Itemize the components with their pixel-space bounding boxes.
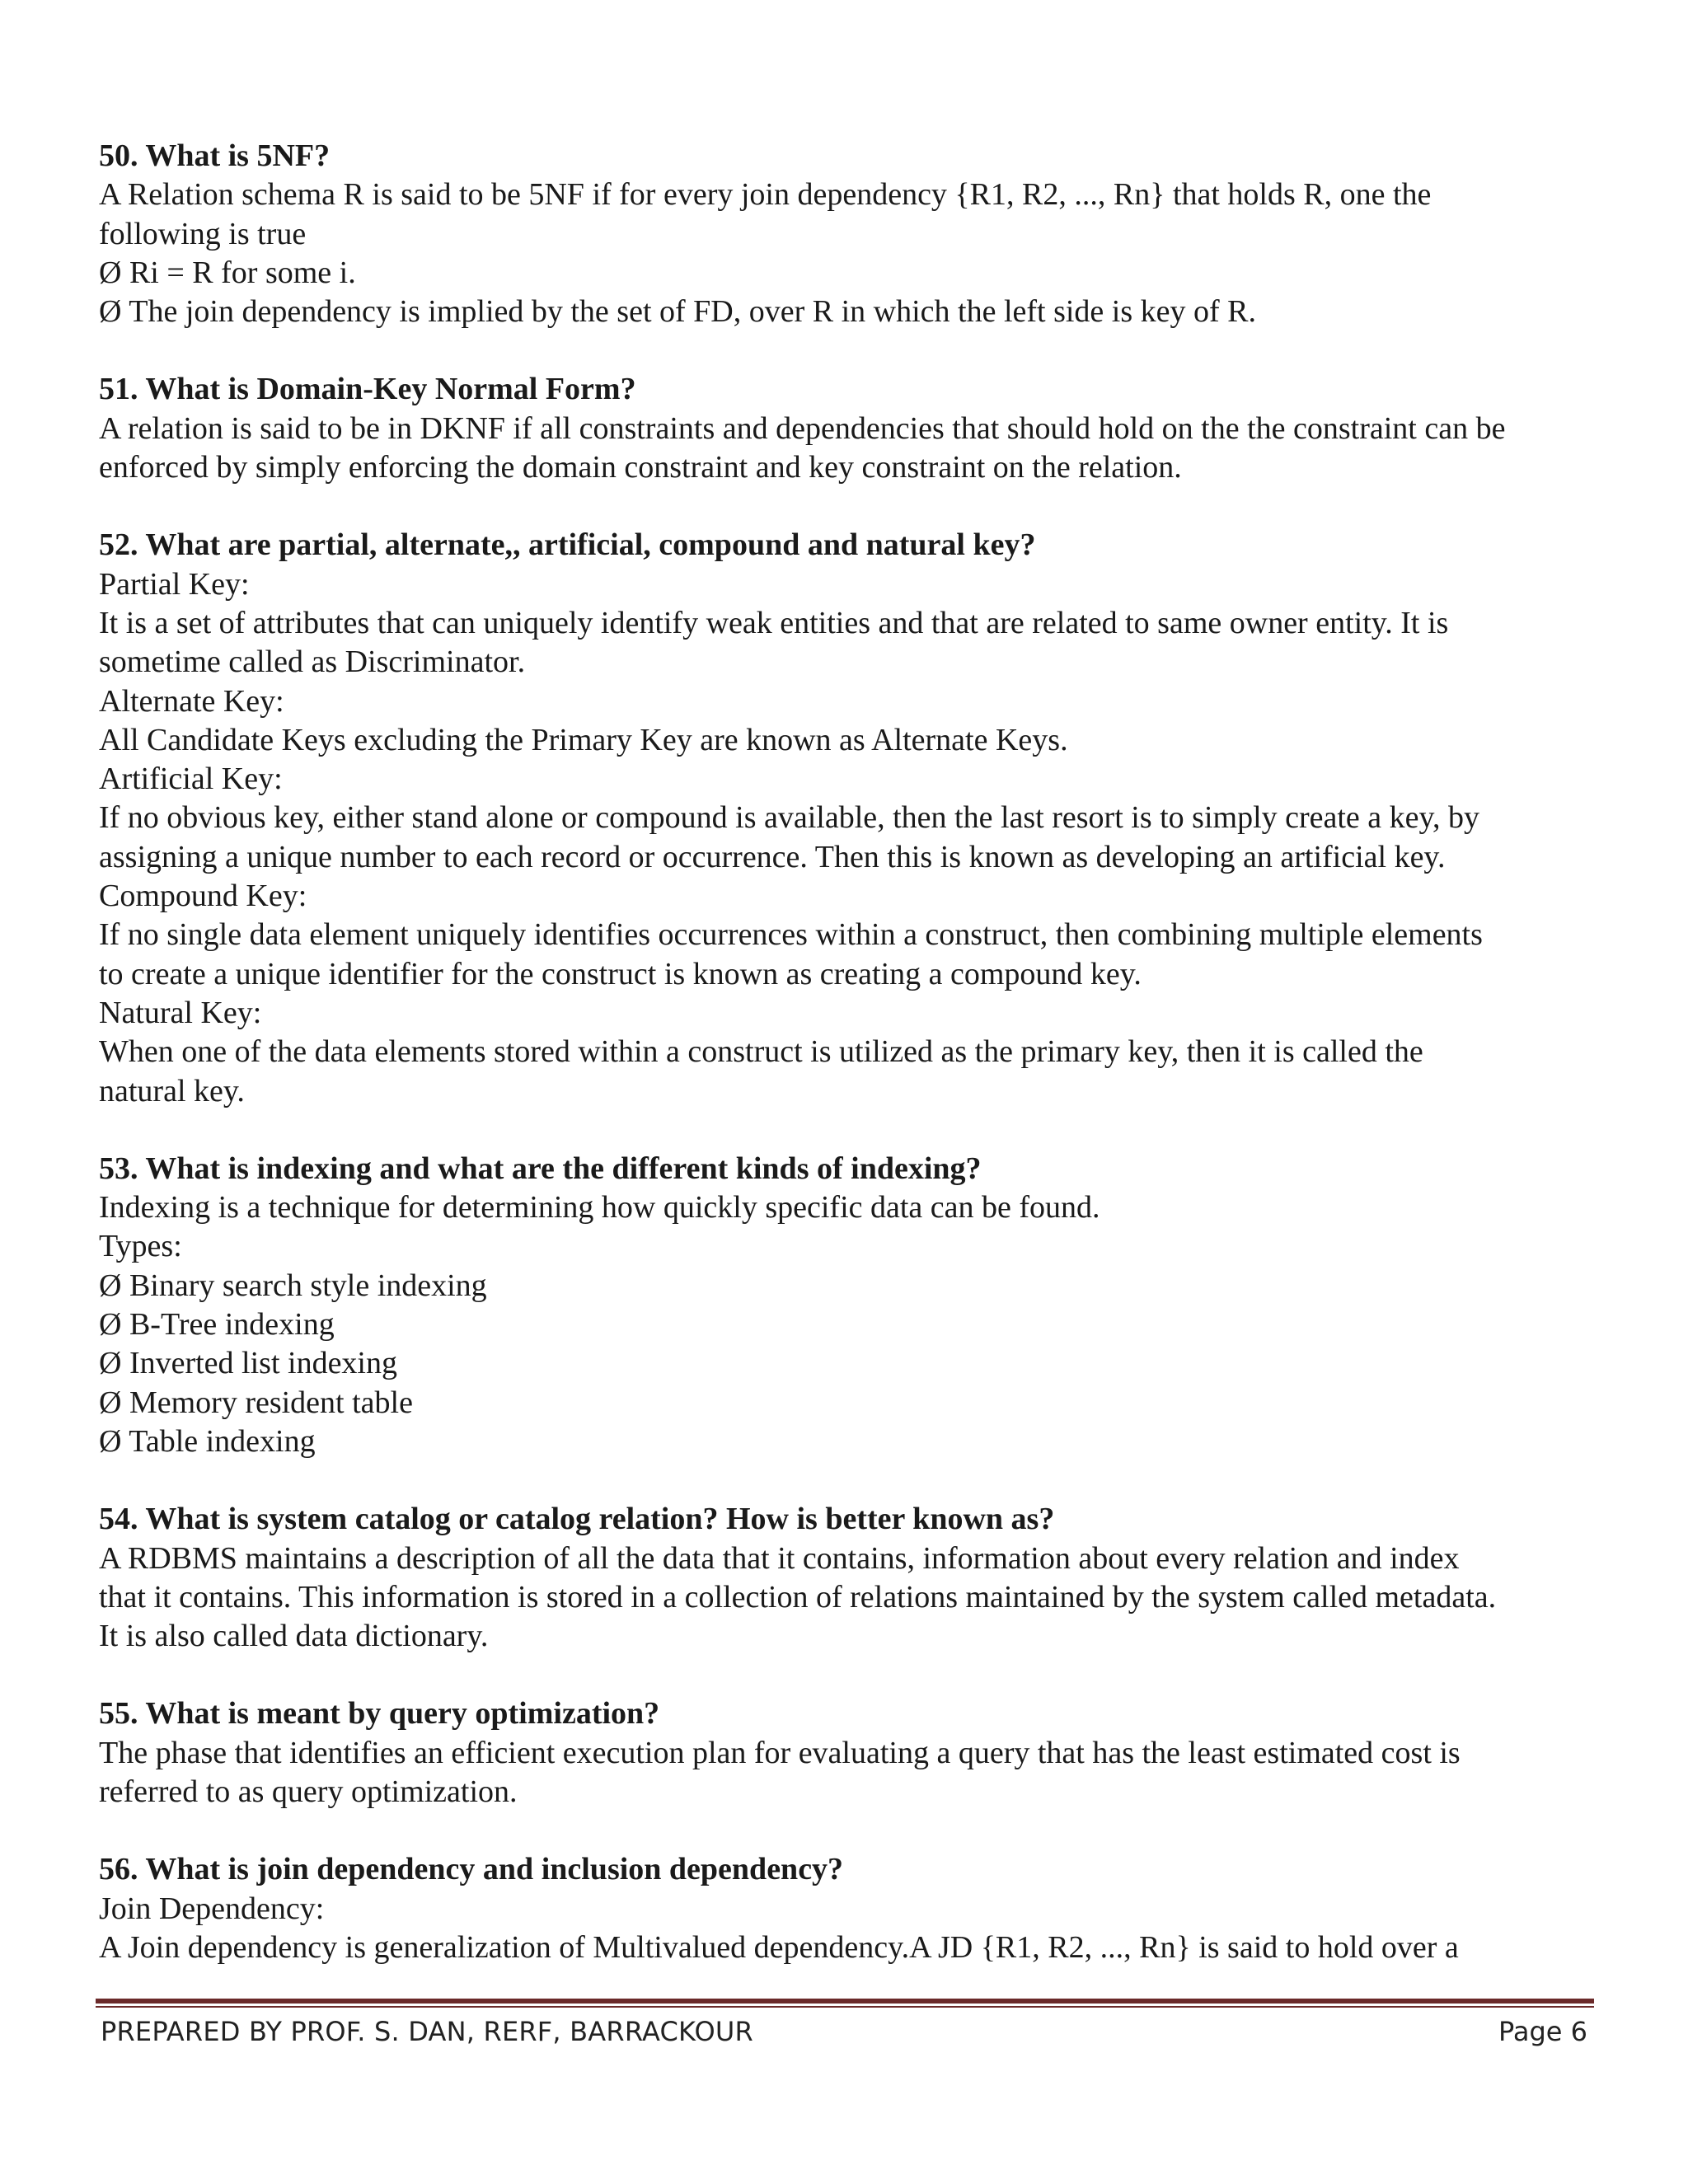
- footer-author: PREPARED BY PROF. S. DAN, RERF, BARRACKOUR: [101, 2016, 753, 2047]
- qa-section: [99, 526, 1591, 1110]
- bullet-item: Ø Binary search style indexing: [99, 1267, 1591, 1305]
- bullet-item: Ø Memory resident table: [99, 1384, 1591, 1422]
- answer-line: It is also called data dictionary.: [99, 1619, 489, 1654]
- qa-section: [99, 137, 1591, 331]
- answer-line: Natural Key:: [99, 995, 262, 1030]
- qa-section: [99, 1500, 1591, 1656]
- answer-line: Compound Key:: [99, 879, 307, 914]
- question-heading: 52. What are partial, alternate,, artificial, compound and natural key?: [99, 527, 1036, 563]
- answer-line: assigning a unique number to each record or occurrence. Then this is known as developing an artificial key.: [99, 839, 1446, 874]
- answer-line: A Relation schema R is said to be 5NF if for every join dependency {R1, R2, ..., Rn} that holds R, one the: [99, 177, 1432, 213]
- bullet-item: Ø Inverted list indexing: [99, 1344, 1591, 1383]
- footer-rule: [96, 1999, 1594, 2004]
- answer-line: Partial Key:: [99, 566, 250, 602]
- question-heading: 51. What is Domain-Key Normal Form?: [99, 372, 636, 407]
- answer-line: If no single data element uniquely identifies occurrences within a construct, then combining multiple elements: [99, 917, 1483, 953]
- answer-line: All Candidate Keys excluding the Primary Key are known as Alternate Keys.: [99, 722, 1068, 757]
- question-heading: 53. What is indexing and what are the different kinds of indexing?: [99, 1151, 982, 1186]
- bullet-item: Ø B-Tree indexing: [99, 1305, 1591, 1344]
- question-heading: 55. What is meant by query optimization?: [99, 1696, 660, 1732]
- answer-line: Types:: [99, 1229, 182, 1264]
- answer-line: The phase that identifies an efficient execution plan for evaluating a query that has the least estimated cost is: [99, 1735, 1461, 1770]
- answer-line: Alternate Key:: [99, 683, 284, 719]
- bullet-item: Ø Table indexing: [99, 1422, 1591, 1461]
- question-heading: 56. What is join dependency and inclusion dependency?: [99, 1852, 844, 1887]
- answer-line: Join Dependency:: [99, 1891, 325, 1926]
- answer-line: If no obvious key, either stand alone or compound is available, then the last resort is to simply create a key, by: [99, 800, 1480, 836]
- qa-section: [99, 1694, 1591, 1811]
- answer-line: enforced by simply enforcing the domain constraint and key constraint on the relation.: [99, 450, 1182, 485]
- answer-line: following is true: [99, 216, 307, 251]
- answer-line: to create a unique identifier for the construct is known as creating a compound key.: [99, 956, 1142, 991]
- answer-line: that it contains. This information is stored in a collection of relations maintained by the system called metadata.: [99, 1579, 1497, 1615]
- answer-line: Indexing is a technique for determining how quickly specific data can be found.: [99, 1190, 1100, 1226]
- answer-line: When one of the data elements stored within a construct is utilized as the primary key, then it is called the: [99, 1034, 1423, 1070]
- answer-line: A RDBMS maintains a description of all the data that it contains, information about every relation and index: [99, 1540, 1460, 1576]
- answer-line: A Join dependency is generalization of Multivalued dependency.A JD {R1, R2, ..., Rn} is said to hold over a: [99, 1929, 1459, 1965]
- answer-line: referred to as query optimization.: [99, 1774, 518, 1809]
- question-heading: 54. What is system catalog or catalog relation? How is better known as?: [99, 1502, 1055, 1537]
- document-body: [99, 137, 1591, 1967]
- bullet-item: Ø Ri = R for some i.: [99, 254, 1591, 293]
- qa-section: [99, 1150, 1591, 1461]
- answer-line: sometime called as Discriminator.: [99, 644, 526, 680]
- answer-line: A relation is said to be in DKNF if all constraints and dependencies that should hold on the the constraint can be: [99, 410, 1506, 446]
- question-heading: 50. What is 5NF?: [99, 138, 331, 173]
- answer-line: It is a set of attributes that can uniquely identify weak entities and that are related to same owner entity. It is: [99, 605, 1449, 640]
- answer-line: Artificial Key:: [99, 762, 283, 797]
- bullet-item: Ø The join dependency is implied by the set of FD, over R in which the left side is key of R.: [99, 293, 1591, 331]
- qa-section: [99, 370, 1591, 487]
- qa-section: [99, 1850, 1591, 1967]
- footer-rule-thin: [96, 2006, 1594, 2008]
- page-number: Page 6: [1498, 2016, 1587, 2047]
- answer-line: natural key.: [99, 1073, 245, 1108]
